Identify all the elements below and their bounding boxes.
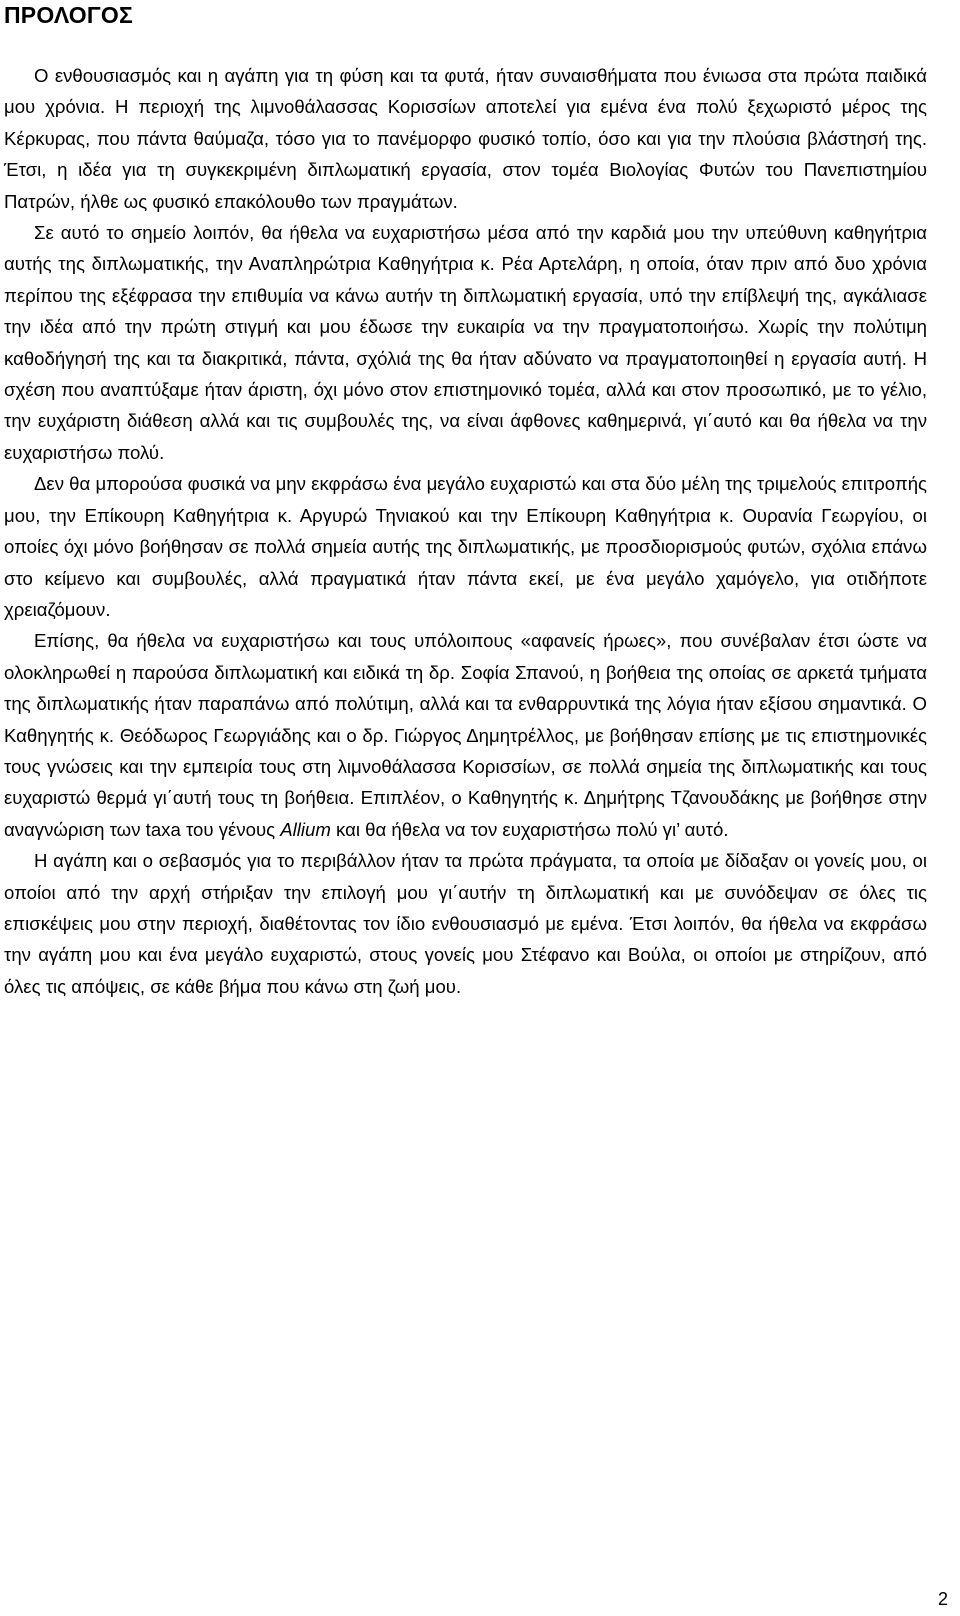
paragraph-5: Η αγάπη και ο σεβασμός για το περιβάλλον ήταν τα πρώτα πράγματα, τα οποία με δίδαξαν οι γονείς μου, οι οποίοι από την αρχή στήριξαν την επιλογή μου γι΄αυτήν τη διπλωματική και με συνόδεψαν σε όλες τις επισκέψεις μου στην περιοχή, διαθέτοντας τον ίδιο ενθουσιασμό με εμένα. Έτσι λοιπόν, θα ήθελα να εκφράσω την αγάπη μου και ένα μεγάλο ευχαριστώ, στους γονείς μου Στέφανο και Βούλα, οι οποίοι με στηρίζουν, από όλες τις απόψεις, σε κάθε βήμα που κάνω στη ζωή μου. [4, 850, 927, 997]
body-text [4, 60, 927, 1002]
paragraph-4-text-after: και θα ήθελα να τον ευχαριστήσω πολύ γι’ αυτό. [330, 818, 729, 840]
genus-name-italic: Allium [280, 818, 331, 840]
paragraph-4-text-before: Επίσης, θα ήθελα να ευχαριστήσω και τους υπόλοιπους «αφανείς ήρωες», που συνέβαλαν έτσι ώστε να ολοκληρωθεί η παρούσα διπλωματική και ειδικά τη δρ. Σοφία Σπανού, η βοήθεια της οποίας σε αρκετά τμήματα της διπλωματικής ήταν παραπάνω από πολύτιμη, αλλά και τα ενθαρρυντικά της λόγια ήταν εξίσου σημαντικά. Ο Καθηγητής κ. Θεόδωρος Γεωργιάδης και ο δρ. Γιώργος Δημητρέλλος, με βοήθησαν επίσης με τις επιστημονικές τους γνώσεις και την εμπειρία τους στη λιμνοθάλασσα Κορισσίων, σε πολλά σημεία της διπλωματικής και τους ευχαριστώ θερμά γι΄αυτή τους τη βοήθεια. Επιπλέον, ο Καθηγητής κ. Δημήτρης Τζανουδάκης με βοήθησε στην αναγνώριση των taxa του γένους [4, 630, 927, 840]
page-title: ΠΡΟΛΟΓΟΣ [4, 2, 133, 28]
paragraph-3: Δεν θα μπορούσα φυσικά να μην εκφράσω ένα μεγάλο ευχαριστώ και στα δύο μέλη της τριμελούς επιτροπής μου, την Επίκουρη Καθηγήτρια κ. Αργυρώ Τηνιακού και την Επίκουρη Καθηγήτρια κ. Ουρανία Γεωργίου, οι οποίες όχι μόνο βοήθησαν σε πολλά σημεία αυτής της διπλωματικής, με προσδιορισμούς φυτών, σχόλια επάνω στο κείμενο και συμβουλές, αλλά πραγματικά ήταν πάντα εκεί, με ένα μεγάλο χαμόγελο, για οτιδήποτε χρειαζόμουν. [4, 473, 927, 620]
paragraph-4 [4, 625, 927, 845]
page-number: 2 [937, 1589, 948, 1609]
paragraph-1: Ο ενθουσιασμός και η αγάπη για τη φύση και τα φυτά, ήταν συναισθήματα που ένιωσα στα πρώτα παιδικά μου χρόνια. Η περιοχή της λιμνοθάλασσας Κορισσίων αποτελεί για εμένα ένα πολύ ξεχωριστό μέρος της Κέρκυρας, που πάντα θαύμαζα, τόσο για το πανέμορφο φυσικό τοπίο, όσο και για την πλούσια βλάστησή της. Έτσι, η ιδέα για τη συγκεκριμένη διπλωματική εργασία, στον τομέα Βιολογίας Φυτών του Πανεπιστημίου Πατρών, ήλθε ως φυσικό επακόλουθο των πραγμάτων. [4, 65, 927, 212]
paragraph-2: Σε αυτό το σημείο λοιπόν, θα ήθελα να ευχαριστήσω μέσα από την καρδιά μου την υπεύθυνη καθηγήτρια αυτής της διπλωματικής, την Αναπληρώτρια Καθηγήτρια κ. Ρέα Αρτελάρη, η οποία, όταν πριν από δυο χρόνια περίπου της εξέφρασα την επιθυμία να κάνω αυτήν τη διπλωματική εργασία, υπό την επίβλεψή της, αγκάλιασε την ιδέα από την πρώτη στιγμή και μου έδωσε την ευκαιρία να την πραγματοποιήσω. Χωρίς την πολύτιμη καθοδήγησή της και τα διακριτικά, πάντα, σχόλιά της θα ήταν αδύνατο να πραγματοποιηθεί η εργασία αυτή. Η σχέση που αναπτύξαμε ήταν άριστη, όχι μόνο στον επιστημονικό τομέα, αλλά και στον προσωπικό, με το γέλιο, την ευχάριστη διάθεση αλλά και τις συμβουλές της, να είναι άφθονες καθημερινά, γι΄αυτό και θα ήθελα να την ευχαριστήσω πολύ. [4, 222, 927, 463]
